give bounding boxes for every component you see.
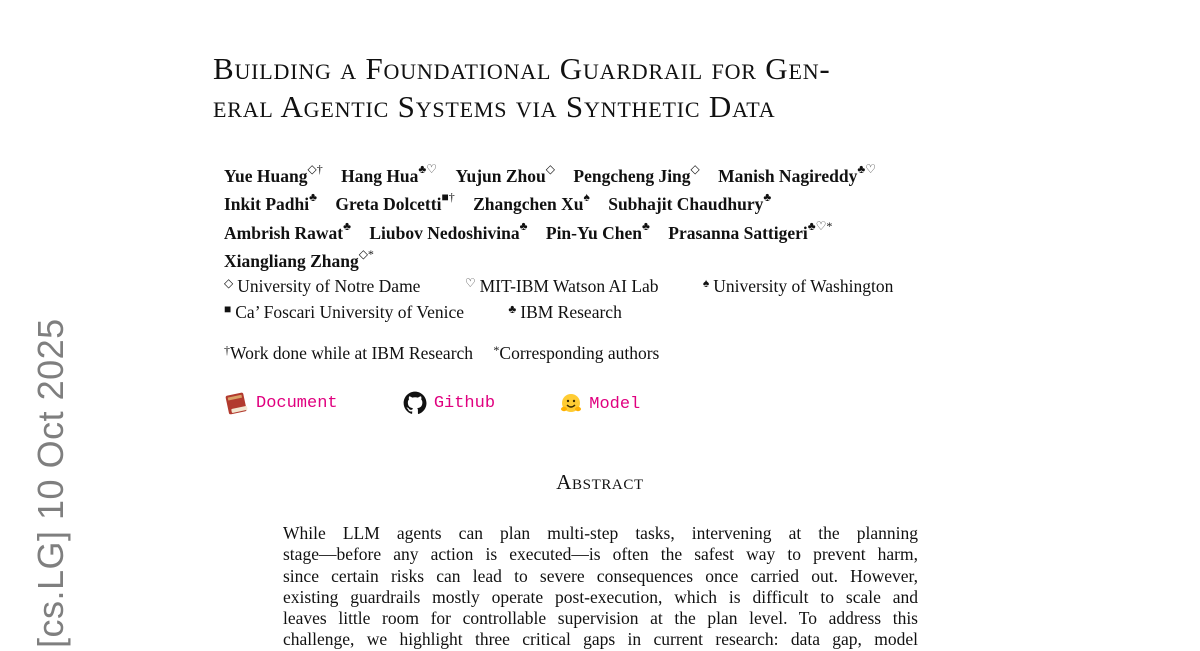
abstract-body [283, 523, 918, 651]
author: Hang Hua♣♡ [341, 162, 438, 186]
note: †Work done while at IBM Research [224, 343, 474, 363]
model-link[interactable]: Model [559, 392, 640, 416]
arxiv-stamp: [cs.LG] 10 Oct 2025 [30, 318, 71, 648]
author: Zhangchen Xu♠ [473, 190, 590, 215]
author: Yujun Zhou◇ [455, 162, 555, 186]
resource-links [224, 390, 694, 422]
author: Xiangliang Zhang◇* [224, 246, 374, 271]
github-icon [402, 390, 428, 416]
author: Ambrish Rawat♣ [224, 218, 351, 243]
author-line [224, 160, 1024, 188]
affiliation: ♠ University of Washington [702, 276, 894, 296]
author: Greta Dolcetti■† [335, 190, 455, 215]
affiliation: ♣ IBM Research [508, 301, 622, 322]
author-line [224, 217, 1024, 245]
author: Yue Huang◇† [224, 162, 323, 186]
title-line: eral Agentic Systems via Synthetic Data [213, 89, 776, 124]
author: Prasanna Sattigeri♣♡* [668, 218, 833, 243]
affiliation-line [224, 275, 1024, 301]
author-line [224, 245, 1024, 273]
affiliation-list [224, 275, 1024, 326]
affiliation-line [224, 301, 1024, 327]
abstract-line: stage—before any action is executed—is often the safest way to prevent harm, [283, 544, 918, 565]
author: Subhajit Chaudhury♣ [608, 190, 772, 215]
document-link[interactable]: Document [224, 390, 338, 416]
abstract-line: challenge, we highlight three critical gaps in current research: data gap, model [283, 629, 918, 650]
note: *Corresponding authors [493, 343, 660, 363]
author: Pin-Yu Chen♣ [545, 218, 650, 243]
github-link[interactable]: Github [402, 390, 495, 416]
abstract-heading: Abstract [556, 470, 644, 494]
author-notes [224, 343, 675, 364]
abstract-line: While LLM agents can plan multi-step tasks, intervening at the planning [283, 523, 918, 543]
author: Pengcheng Jing◇ [573, 162, 700, 186]
affiliation: ♡ MIT-IBM Watson AI Lab [464, 276, 659, 296]
abstract-line: existing guardrails mostly operate post-execution, which is difficult to scale and [283, 586, 918, 607]
affiliation: ■ Ca’ Foscari University of Venice [224, 301, 464, 322]
abstract-line: leaves little room for controllable supervision at the plan level. To address this [283, 608, 918, 629]
title-line: Building a Foundational Guardrail for Gen- [213, 51, 831, 86]
book-icon [224, 390, 250, 416]
author: Manish Nagireddy♣♡ [718, 162, 877, 186]
author: Liubov Nedoshivina♣ [369, 218, 528, 243]
author-line [224, 188, 1024, 216]
paper-title [213, 50, 1013, 126]
huggingface-icon [559, 392, 583, 416]
affiliation: ◇ University of Notre Dame [224, 276, 421, 296]
author: Inkit Padhi♣ [224, 190, 317, 215]
abstract-line: since certain risks can lead to severe consequences once carried out. However, [283, 565, 918, 586]
author-list [224, 160, 1024, 273]
